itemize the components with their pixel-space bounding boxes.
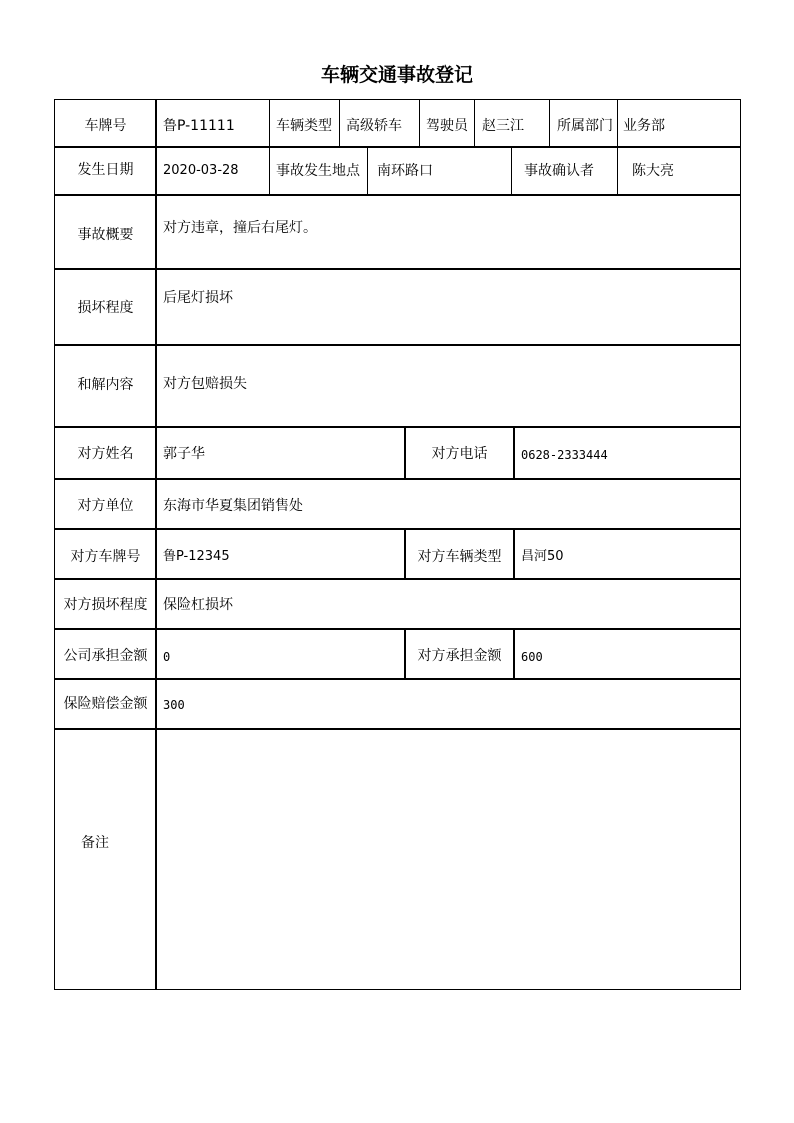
- other-plate-label: 对方车牌号: [70, 549, 141, 565]
- settlement-value[interactable]: 对方包赔损失: [163, 376, 247, 392]
- other-damage-value[interactable]: 保险杠损坏: [163, 597, 233, 613]
- damage-value[interactable]: 后尾灯损坏: [163, 290, 233, 306]
- driver-label: 驾驶员: [426, 118, 468, 134]
- other-phone-value[interactable]: 0628-2333444: [521, 448, 608, 462]
- row-divider: [54, 194, 741, 196]
- column-divider: [513, 528, 515, 578]
- column-divider: [474, 99, 475, 146]
- other-org-value[interactable]: 东海市华夏集团销售处: [163, 498, 303, 514]
- column-divider: [269, 99, 270, 195]
- other-org-label: 对方单位: [77, 498, 134, 514]
- date-label: 发生日期: [77, 162, 134, 178]
- column-divider: [513, 628, 515, 678]
- summary-value[interactable]: 对方违章，撞后右尾灯。: [163, 220, 317, 236]
- company-amount-value[interactable]: 0: [163, 650, 171, 664]
- dept-label: 所属部门: [557, 118, 613, 134]
- other-vtype-label: 对方车辆类型: [417, 549, 502, 565]
- location-label: 事故发生地点: [276, 163, 360, 179]
- other-amount-value[interactable]: 600: [521, 650, 543, 664]
- settlement-label: 和解内容: [77, 377, 134, 393]
- row-divider: [54, 678, 741, 680]
- damage-label: 损坏程度: [77, 300, 134, 316]
- confirmer-value[interactable]: 陈大亮: [632, 163, 674, 179]
- column-divider: [511, 146, 512, 194]
- row-divider: [54, 146, 741, 148]
- summary-label: 事故概要: [77, 227, 134, 243]
- row-divider: [54, 478, 741, 480]
- vehicle-type-label: 车辆类型: [276, 118, 332, 134]
- row-divider: [54, 268, 741, 270]
- row-divider: [54, 528, 741, 530]
- other-amount-label: 对方承担金额: [417, 648, 502, 664]
- other-name-label: 对方姓名: [77, 446, 134, 462]
- column-divider: [549, 99, 550, 146]
- column-divider: [617, 99, 618, 195]
- row-divider: [54, 628, 741, 630]
- company-amount-label: 公司承担金额: [63, 648, 148, 664]
- insurance-amount-value[interactable]: 300: [163, 698, 185, 712]
- plate-label: 车牌号: [84, 118, 127, 134]
- confirmer-label: 事故确认者: [524, 163, 594, 179]
- vehicle-type-value[interactable]: 高级轿车: [346, 118, 402, 134]
- other-plate-value[interactable]: 鲁P-12345: [163, 549, 230, 564]
- form-title: 车辆交通事故登记: [320, 64, 473, 86]
- column-divider: [513, 426, 515, 478]
- location-value[interactable]: 南环路口: [377, 163, 433, 179]
- date-value[interactable]: 2020-03-28: [163, 163, 239, 178]
- row-divider: [54, 344, 741, 346]
- column-divider: [155, 99, 157, 990]
- plate-value[interactable]: 鲁P-11111: [163, 118, 235, 134]
- other-vtype-value[interactable]: 昌河50: [521, 549, 564, 564]
- other-damage-label: 对方损坏程度: [63, 597, 148, 613]
- other-phone-label: 对方电话: [431, 446, 488, 462]
- insurance-amount-label: 保险赔偿金额: [63, 696, 148, 712]
- column-divider: [419, 99, 420, 146]
- row-divider: [54, 728, 741, 730]
- other-name-value[interactable]: 郭子华: [163, 446, 205, 462]
- row-divider: [54, 578, 741, 580]
- driver-value[interactable]: 赵三江: [482, 118, 524, 134]
- accident-form-table: [54, 99, 741, 990]
- column-divider: [339, 99, 340, 146]
- dept-value[interactable]: 业务部: [623, 118, 665, 134]
- remarks-label: 备注: [81, 835, 109, 851]
- column-divider: [367, 146, 368, 194]
- row-divider: [54, 426, 741, 428]
